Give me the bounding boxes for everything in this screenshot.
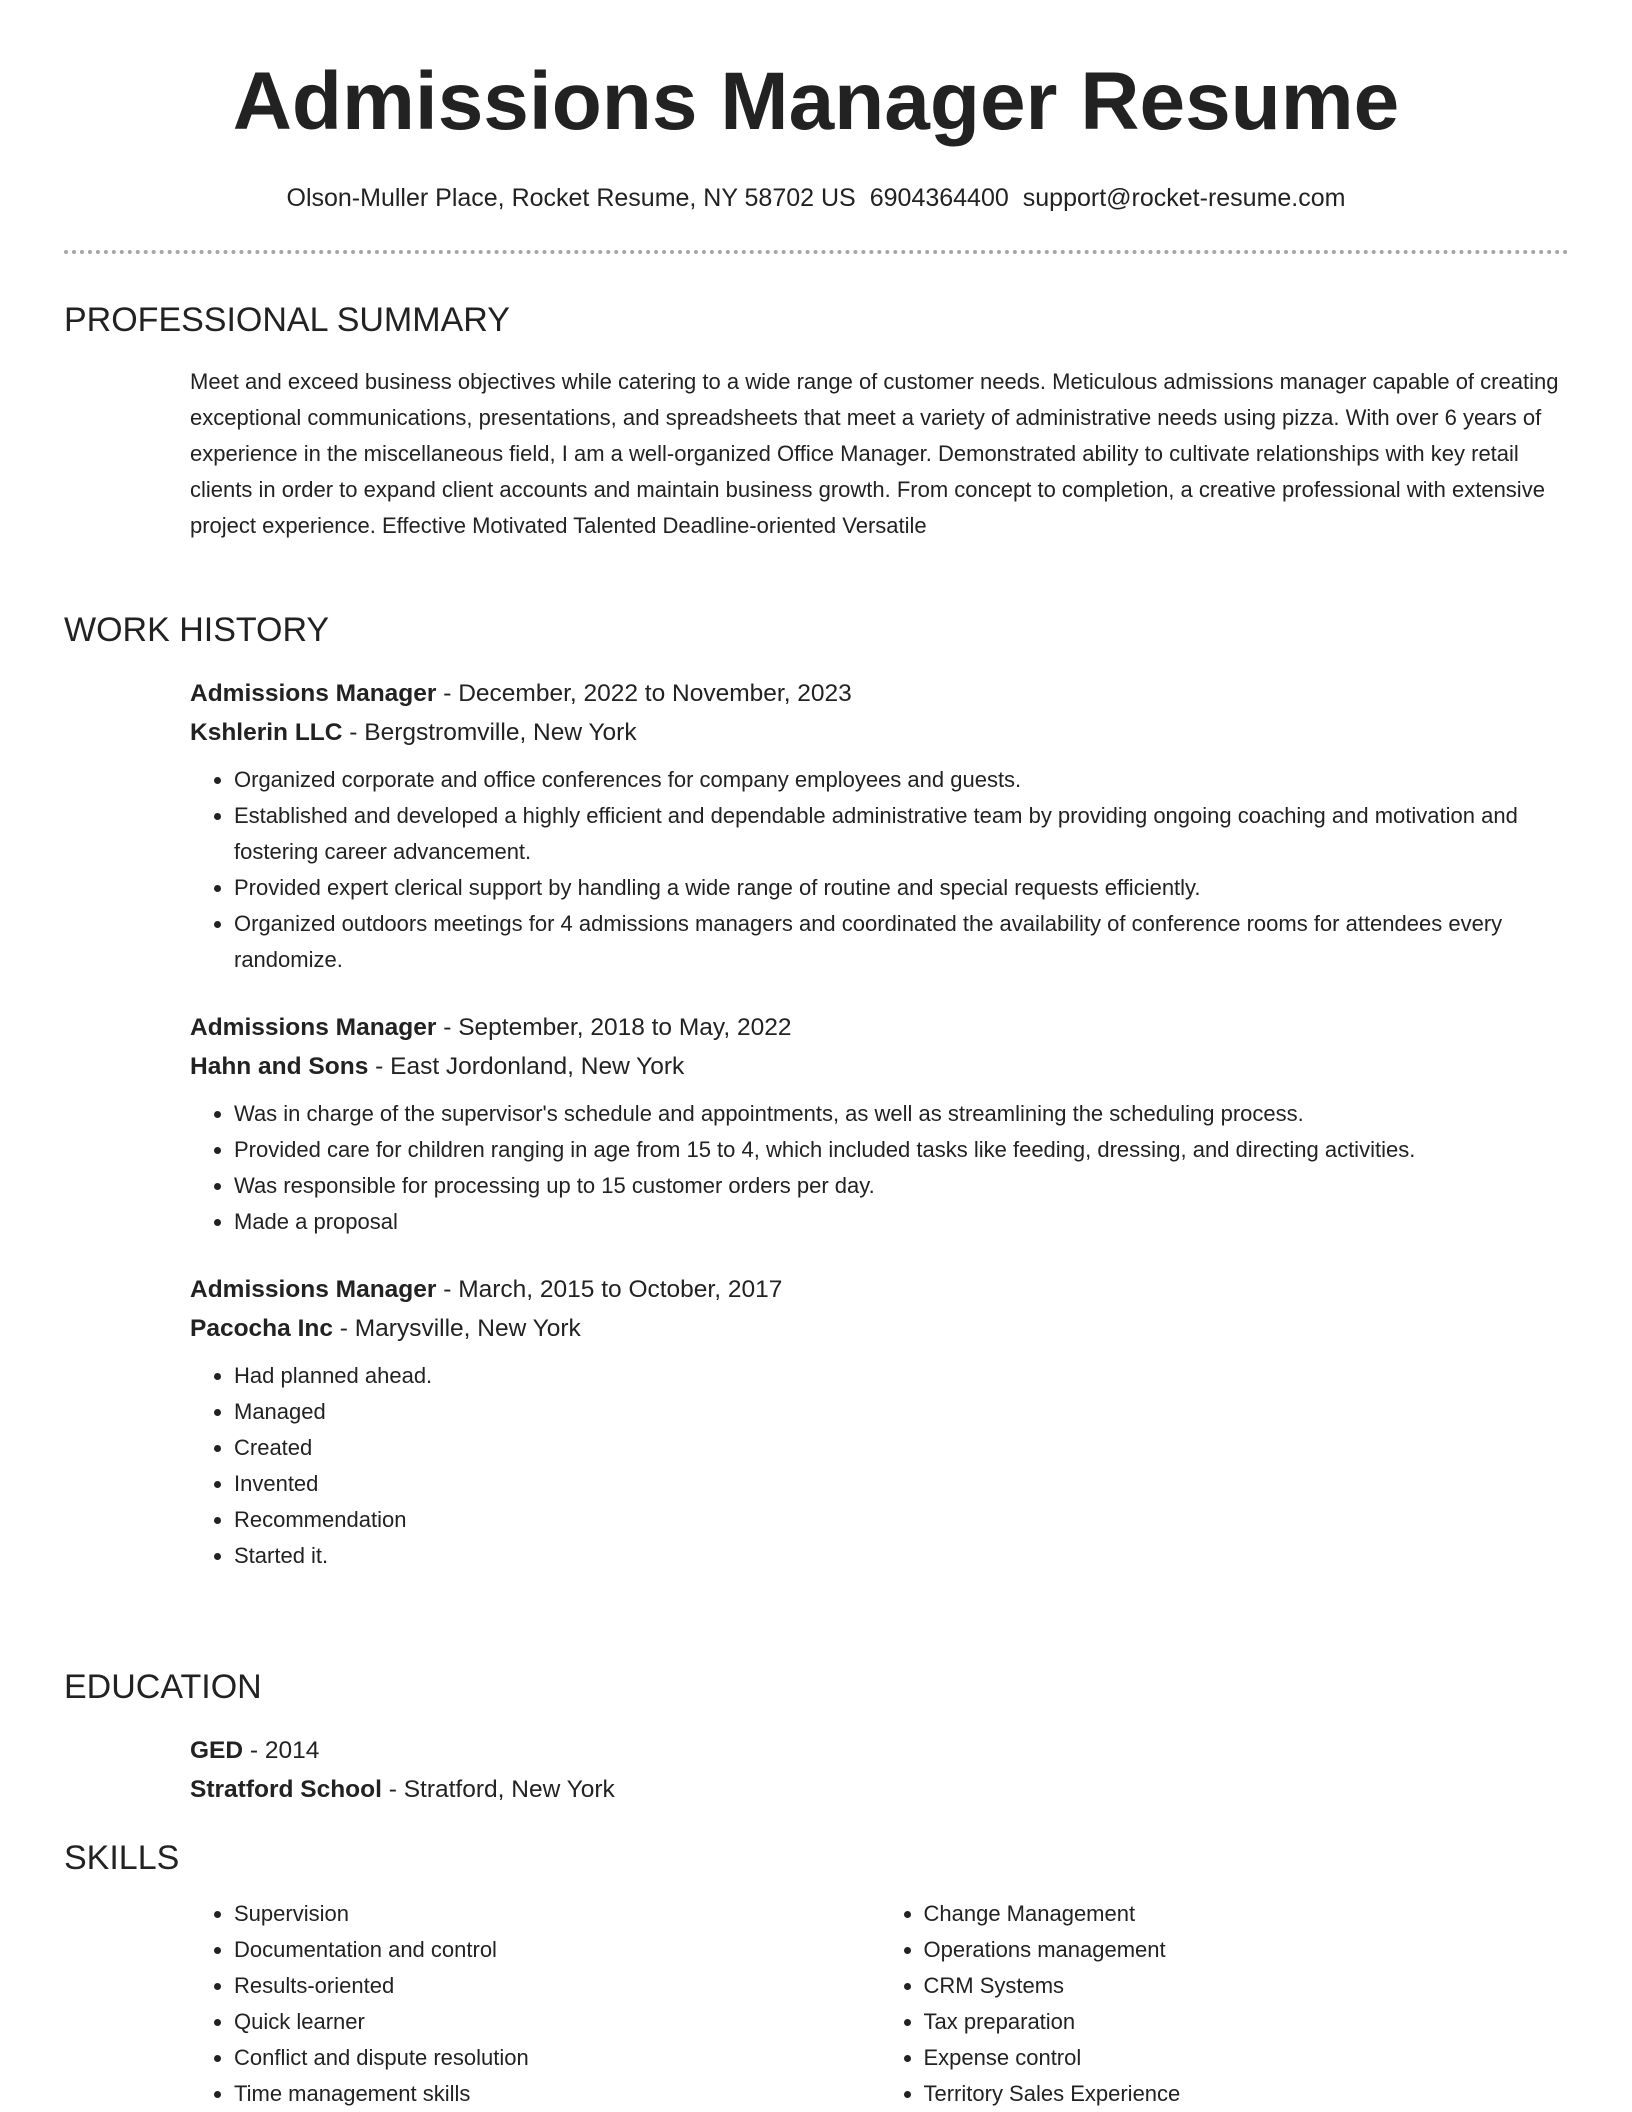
list-item: • Made a proposal [234, 1204, 1569, 1240]
skills-columns [190, 1896, 1569, 2112]
job-entry [190, 1270, 1569, 1574]
education-section [64, 1667, 1569, 1809]
contact-phone: 6904364400 [869, 184, 1009, 212]
list-item: • Created [234, 1430, 1569, 1466]
job-entry [190, 1008, 1569, 1240]
job-title: Admissions Manager [190, 1276, 437, 1303]
job-title-line [190, 1008, 1569, 1047]
education-school-line [190, 1770, 1569, 1809]
job-bullets [190, 1358, 1569, 1574]
job-dates: - December, 2022 to November, 2023 [436, 680, 852, 707]
education-degree-line [190, 1731, 1569, 1770]
job-company-line [190, 713, 1569, 752]
education-heading: EDUCATION [64, 1668, 262, 1706]
skills-body [190, 1896, 1569, 2112]
skill-item: • Documentation and control [234, 1932, 880, 1968]
summary-body [190, 364, 1569, 544]
skill-item: • Quick learner [234, 2004, 880, 2040]
education-degree: GED [190, 1737, 244, 1764]
contact-address: Olson-Muller Place, Rocket Resume, NY 58702 US [286, 184, 856, 212]
contact-email: support@rocket-resume.com [1022, 184, 1346, 212]
skill-item: • Territory Sales Experience [924, 2076, 1570, 2112]
list-item: • Recommendation [234, 1502, 1569, 1538]
work-history-heading: WORK HISTORY [64, 611, 330, 649]
list-item: • Managed [234, 1394, 1569, 1430]
job-bullets [190, 1096, 1569, 1240]
job-title-line [190, 674, 1569, 713]
skill-item: • Operations management [924, 1932, 1570, 1968]
skill-item: • Supervision [234, 1896, 880, 1932]
summary-text: Meet and exceed business objectives while catering to a wide range of customer needs. Meticulous admissions manager capable of creating exceptional communications, presentations, and spreadsheets that meet a variety of administrative needs using pizza. With over 6 years of experience in the miscellaneous field, I am a well-organized Office Manager. Demonstrated ability to cultivate relationships with key retail clients in order to expand client accounts and maintain business growth. From concept to completion, a creative professional with extensive project experience. Effective Motivated Talented Deadline-oriented Versatile [190, 369, 1559, 538]
skill-item: • Conflict and dispute resolution [234, 2040, 880, 2076]
list-item: • Established and developed a highly efficient and dependable administrative team by providing ongoing coaching and motivation and fostering career advancement. [234, 798, 1569, 870]
list-item: • Provided care for children ranging in age from 15 to 4, which included tasks like feeding, dressing, and directing activities. [234, 1132, 1569, 1168]
skills-section [64, 1838, 1569, 2112]
job-bullets [190, 762, 1569, 978]
job-title: Admissions Manager [190, 1014, 437, 1041]
job-title: Admissions Manager [190, 680, 437, 707]
skill-item: • Expense control [924, 2040, 1570, 2076]
education-year: - 2014 [243, 1737, 320, 1764]
header-divider [64, 250, 1569, 254]
list-item: • Was responsible for processing up to 15 customer orders per day. [234, 1168, 1569, 1204]
job-company-line [190, 1047, 1569, 1086]
skill-item: • Time management skills [234, 2076, 880, 2112]
skills-heading: SKILLS [64, 1839, 180, 1877]
job-company: Hahn and Sons [190, 1053, 369, 1080]
skill-item: • CRM Systems [924, 1968, 1570, 2004]
job-company-line [190, 1309, 1569, 1348]
job-title-line [190, 1270, 1569, 1309]
job-entry [190, 674, 1569, 978]
list-item: • Started it. [234, 1538, 1569, 1574]
education-school: Stratford School [190, 1776, 382, 1803]
education-body [190, 1731, 1569, 1809]
job-location: - East Jordonland, New York [368, 1053, 685, 1080]
skill-item: • Change Management [924, 1896, 1570, 1932]
work-history-body [190, 674, 1569, 1574]
job-dates: - September, 2018 to May, 2022 [436, 1014, 792, 1041]
contact-line [0, 180, 1632, 216]
list-item: • Invented [234, 1466, 1569, 1502]
job-company: Kshlerin LLC [190, 719, 343, 746]
list-item: • Organized outdoors meetings for 4 admissions managers and coordinated the availability of conference rooms for attendees every randomize. [234, 906, 1569, 978]
list-item: • Was in charge of the supervisor's schedule and appointments, as well as streamlining the scheduling process. [234, 1096, 1569, 1132]
summary-section [64, 300, 1569, 544]
education-location: - Stratford, New York [381, 1776, 615, 1803]
job-company: Pacocha Inc [190, 1315, 333, 1342]
work-history-section [64, 610, 1569, 1574]
job-location: - Bergstromville, New York [342, 719, 637, 746]
summary-heading: PROFESSIONAL SUMMARY [64, 301, 510, 339]
job-location: - Marysville, New York [332, 1315, 581, 1342]
skill-item: • Tax preparation [924, 2004, 1570, 2040]
list-item: • Organized corporate and office conferences for company employees and guests. [234, 762, 1569, 798]
skills-list-left [190, 1896, 880, 2112]
list-item: • Had planned ahead. [234, 1358, 1569, 1394]
list-item: • Provided expert clerical support by handling a wide range of routine and special requests efficiently. [234, 870, 1569, 906]
skills-list-right [880, 1896, 1570, 2112]
job-dates: - March, 2015 to October, 2017 [436, 1276, 783, 1303]
resume-title: Admissions Manager Resume [232, 56, 1400, 147]
skill-item: • Results-oriented [234, 1968, 880, 2004]
